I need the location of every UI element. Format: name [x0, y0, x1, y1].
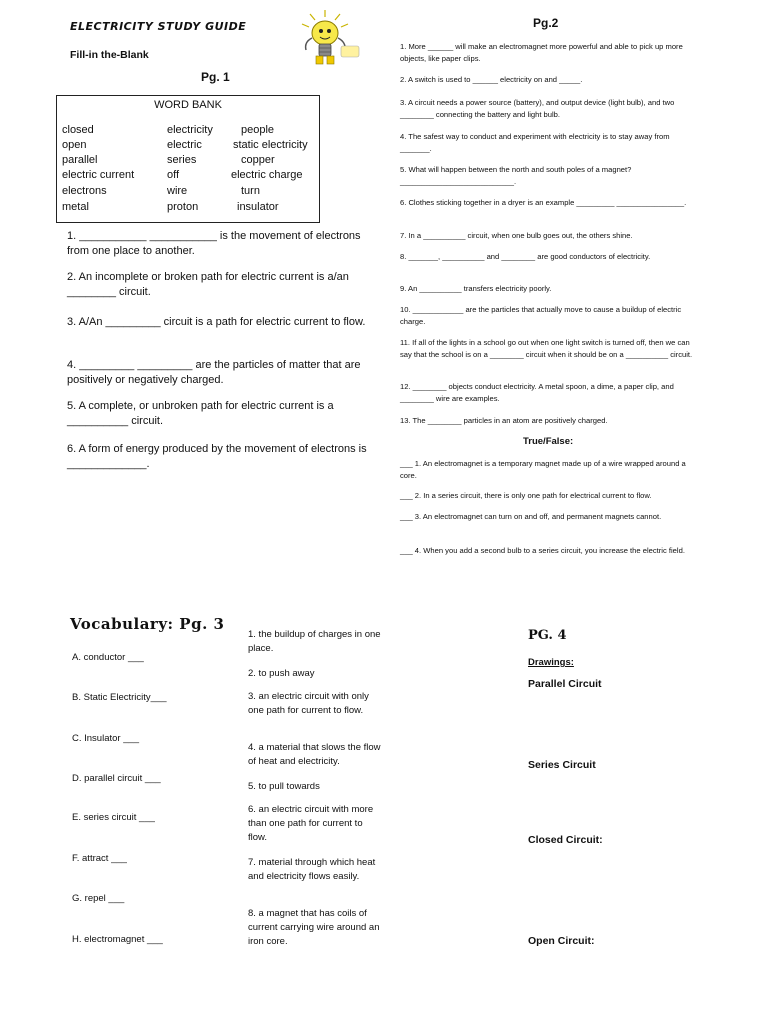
page2-question: 4. The safest way to conduct and experiment with electricity is to stay away from _______.	[400, 132, 670, 153]
page1-label: Pg. 1	[201, 70, 230, 84]
vocabulary-term: B. Static Electricity___	[72, 692, 167, 703]
vocabulary-term: G. repel ___	[72, 893, 125, 904]
word-bank-entry: turn	[241, 185, 260, 197]
true-false-item: ___ 2. In a series circuit, there is only one path for electrical current to flow.	[400, 491, 652, 500]
word-bank-entry: copper	[241, 154, 275, 166]
page2-question: 12. ________ objects conduct electricity. A metal spoon, a dime, a paper clip, and ________ wire are examples.	[400, 382, 674, 403]
vocabulary-definition: 1. the buildup of charges in one place.	[248, 629, 381, 654]
page2-question: 11. If all of the lights in a school go out when one light switch is turned off, then we can say that the school is on a ________ circuit when it should be on a __________ circuit.	[400, 338, 693, 359]
page2-question: 6. Clothes sticking together in a dryer is an example _________ ________________.	[400, 198, 687, 207]
drawing-label: Closed Circuit:	[528, 834, 603, 846]
page1-question: 1. ___________ ___________ is the movement of electrons from one place to another.	[67, 230, 361, 257]
word-bank-entry: wire	[167, 185, 188, 197]
word-bank-entry: off	[167, 169, 180, 181]
page1-question: 4. _________ _________ are the particles of matter that are positively or negatively charged.	[67, 359, 361, 386]
vocabulary-term: D. parallel circuit ___	[72, 773, 161, 784]
page2-label: Pg.2	[533, 16, 559, 30]
word-bank-entry: proton	[167, 201, 199, 213]
vocabulary-definition: 8. a magnet that has coils of current carrying wire around an iron core.	[248, 908, 380, 947]
drawing-label: Series Circuit	[528, 759, 596, 771]
page1-question: 2. An incomplete or broken path for electric current is a/an ________ circuit.	[67, 271, 349, 298]
vocabulary-term: A. conductor ___	[72, 652, 144, 663]
word-bank-entry: open	[62, 139, 87, 151]
page2-question: 9. An __________ transfers electricity poorly.	[400, 284, 552, 293]
drawing-label: Open Circuit:	[528, 935, 595, 947]
word-bank-entry: metal	[62, 201, 89, 213]
lightbulb-mascot-icon	[288, 8, 362, 66]
word-bank-entry: electrons	[62, 185, 107, 197]
word-bank-entry: parallel	[62, 154, 98, 166]
vocabulary-definition: 3. an electric circuit with only one path for current to flow.	[248, 691, 369, 716]
page2-question: 1. More ______ will make an electromagnet more powerful and able to pick up more objects, like paper clips.	[400, 42, 683, 63]
page2-question: 13. The ________ particles in an atom are positively charged.	[400, 416, 608, 425]
word-bank-entry: insulator	[237, 201, 279, 213]
drawings-label: Drawings:	[528, 657, 574, 668]
word-bank-entry: closed	[62, 124, 94, 136]
vocabulary-title: Vocabulary: Pg. 3	[70, 615, 225, 633]
vocabulary-definition: 7. material through which heat and electricity flows easily.	[248, 857, 376, 882]
page2-question: 8. _______, __________ and ________ are good conductors of electricity.	[400, 252, 651, 261]
word-bank-entry: people	[241, 124, 275, 136]
true-false-title: True/False:	[523, 436, 574, 447]
drawing-label: Parallel Circuit	[528, 678, 602, 690]
page2-question: 5. What will happen between the north and south poles of a magnet? ___________________________.	[400, 165, 632, 186]
vocabulary-term: C. Insulator ___	[72, 733, 140, 744]
page1-question: 5. A complete, or unbroken path for electric current is a __________ circuit.	[67, 400, 334, 427]
page2-question: 7. In a __________ circuit, when one bulb goes out, the others shine.	[400, 231, 633, 240]
word-bank	[56, 95, 320, 223]
vocabulary-definition: 4. a material that slows the flow of heat and electricity.	[248, 742, 381, 767]
vocabulary-definition: 6. an electric circuit with more than one path for current to flow.	[248, 804, 374, 843]
vocabulary-term: H. electromagnet ___	[72, 934, 163, 945]
vocabulary-definition: 2. to push away	[248, 668, 315, 679]
page2-question: 2. A switch is used to ______ electricity on and _____.	[400, 75, 583, 84]
page4-title: PG. 4	[528, 628, 567, 643]
word-bank-entry: electric current	[62, 169, 135, 181]
page2-question: 3. A circuit needs a power source (battery), and output device (light bulb), and two ________ connecting the battery and light bulb.	[400, 98, 675, 119]
guide-title: ELECTRICITY STUDY GUIDE	[70, 20, 247, 33]
page1-question: 6. A form of energy produced by the movement of electrons is _____________.	[67, 443, 367, 470]
page1-question: 3. A/An _________ circuit is a path for electric current to flow.	[67, 316, 366, 328]
vocabulary-term: E. series circuit ___	[72, 812, 155, 823]
word-bank-entry: static electricity	[233, 139, 308, 151]
true-false-item: ___ 3. An electromagnet can turn on and off, and permanent magnets cannot.	[400, 512, 662, 521]
true-false-item: ___ 1. An electromagnet is a temporary magnet made up of a wire wrapped around a core.	[400, 459, 686, 480]
word-bank-title: WORD BANK	[154, 99, 222, 111]
vocabulary-definition: 5. to pull towards	[248, 781, 320, 792]
vocabulary-term: F. attract ___	[72, 853, 127, 864]
true-false-item: ___ 4. When you add a second bulb to a series circuit, you increase the electric field.	[400, 546, 685, 555]
word-bank-entry: series	[167, 154, 197, 166]
page2-question: 10. ____________ are the particles that actually move to cause a buildup of electric charge.	[400, 305, 682, 326]
section-subtitle: Fill-in the-Blank	[70, 49, 149, 61]
word-bank-entry: electricity	[167, 124, 213, 136]
word-bank-entry: electric	[167, 139, 202, 151]
word-bank-entry: electric charge	[231, 169, 303, 181]
